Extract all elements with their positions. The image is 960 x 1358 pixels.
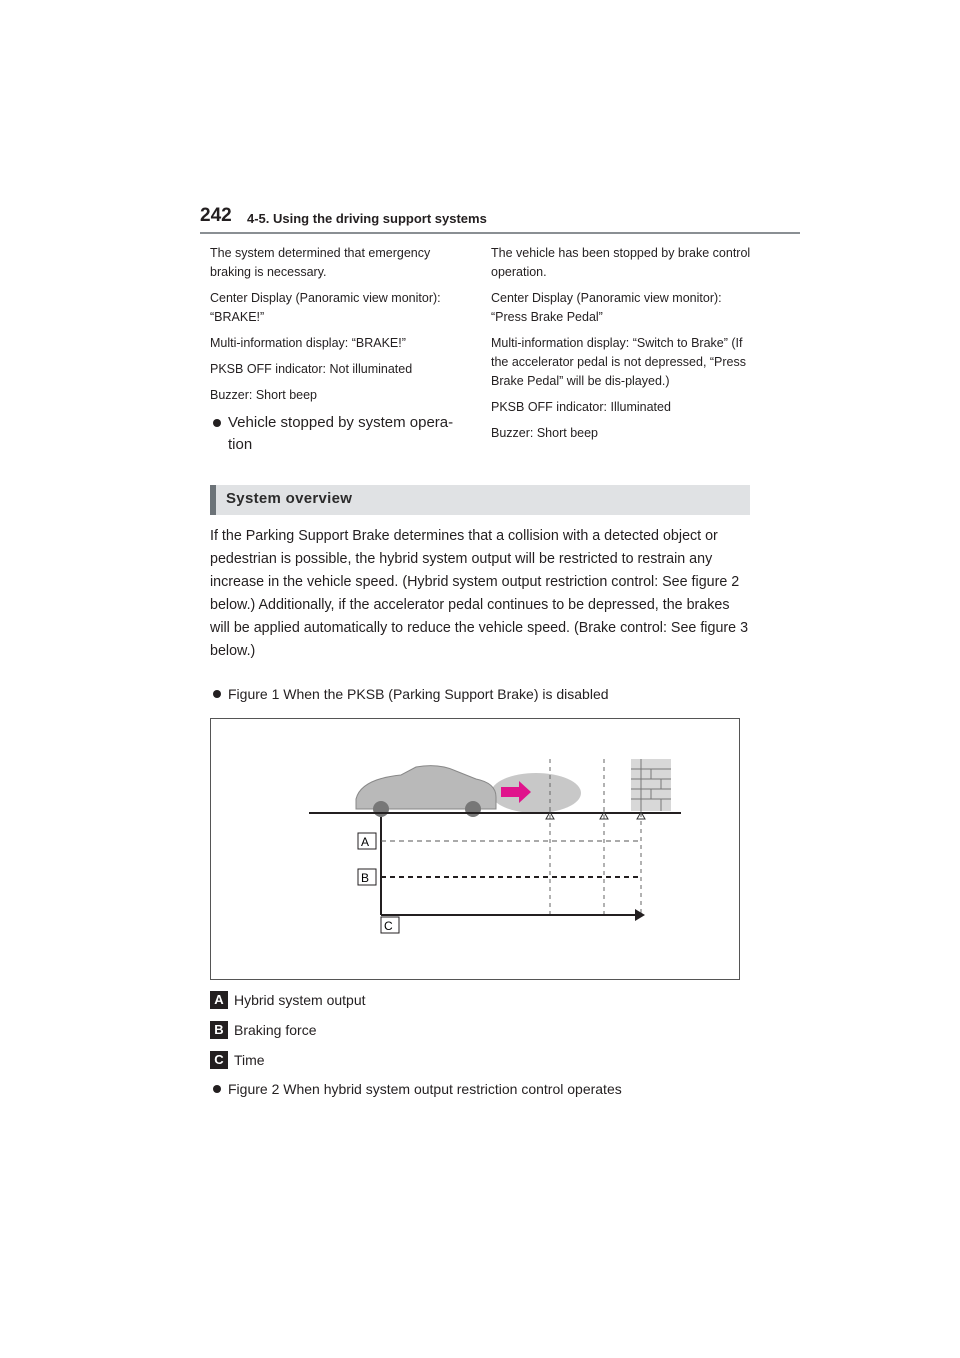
left-line-2: Center Display (Panoramic view monitor): “BRAKE!” xyxy=(210,291,441,324)
left-line-4: PKSB OFF indicator: Not illuminated xyxy=(210,362,413,376)
label-b: B xyxy=(361,871,370,885)
wall-icon xyxy=(631,759,671,811)
legend-text-a: Hybrid system output xyxy=(234,992,366,1008)
time-arrow-icon xyxy=(635,909,645,921)
right-line-1: The vehicle has been stopped by brake control operation. xyxy=(491,246,751,279)
label-a: A xyxy=(361,835,370,849)
legend-text-b: Braking force xyxy=(234,1022,317,1038)
figure-1-illustration xyxy=(211,719,739,979)
section-heading xyxy=(210,485,750,515)
figure1-caption: Figure 1 When the PKSB (Parking Support Brake) is disabled xyxy=(210,684,750,704)
legend-b xyxy=(210,1021,316,1039)
vehicle-stopped-bullet: Vehicle stopped by system opera-tion xyxy=(210,412,460,456)
body-paragraph: If the Parking Support Brake determines that a collision with a detected object or pedestrian is possible, the hybrid system output will be restricted to restrain any increase in the vehicle speed. (Hybrid system output restriction control: See figure 2 below.) Additionally, if the accelerator pedal continues to be depressed, the brakes will be applied automatically to reduce the vehicle speed. (Brake control: See figure 3 below.) xyxy=(210,528,749,659)
label-c: C xyxy=(384,919,393,933)
right-column xyxy=(491,244,751,450)
legend-text-c: Time xyxy=(234,1052,265,1068)
figure-1 xyxy=(210,718,740,980)
left-line-3: Multi-information display: “BRAKE!” xyxy=(210,336,406,350)
legend-key-b: B xyxy=(210,1021,228,1039)
right-line-4: PKSB OFF indicator: Illuminated xyxy=(491,400,671,414)
section-header: 4-5. Using the driving support systems xyxy=(247,211,487,226)
section-heading-text: System overview xyxy=(226,490,353,507)
left-column xyxy=(210,244,460,456)
right-line-5: Buzzer: Short beep xyxy=(491,426,599,440)
legend-key-a: A xyxy=(210,991,228,1009)
header-rule xyxy=(200,232,800,234)
left-line-1: The system determined that emergency braking is necessary. xyxy=(210,246,431,279)
legend-key-c: C xyxy=(210,1051,228,1069)
car-wheel-rear xyxy=(373,801,389,817)
right-line-2: Center Display (Panoramic view monitor): “Press Brake Pedal” xyxy=(491,291,722,324)
left-line-5: Buzzer: Short beep xyxy=(210,388,318,402)
right-line-3: Multi-information display: “Switch to Brake” (If the accelerator pedal is not depressed, “Press Brake Pedal” will be dis-played.) xyxy=(491,336,746,388)
car-wheel-front xyxy=(465,801,481,817)
figure2-caption: Figure 2 When hybrid system output restriction control operates xyxy=(210,1079,750,1099)
legend-c xyxy=(210,1051,265,1069)
legend-a xyxy=(210,991,366,1009)
page-number: 242 xyxy=(200,205,232,226)
